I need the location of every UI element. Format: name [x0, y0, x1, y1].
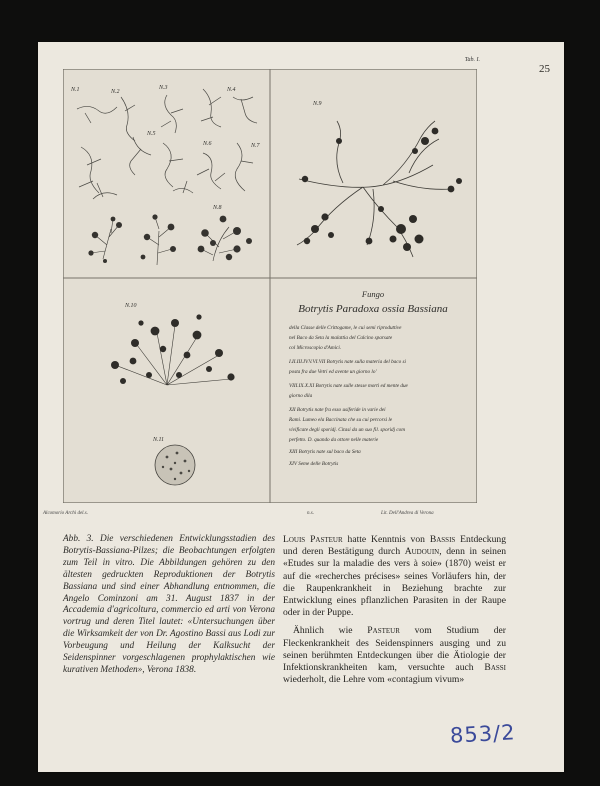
page-number: 25	[539, 63, 550, 75]
legend-line: I.II.III.IV.V.VI.VII Botrytis nate sulla materia del baco si	[289, 359, 406, 365]
plate-credit-middle: n.s.	[307, 511, 314, 516]
legend-line: giorno dila	[289, 393, 313, 399]
plate-credit-left: Alcomorio Archi del.s.	[43, 511, 88, 516]
name-pasteur: Pasteur	[367, 625, 400, 637]
plate-credit-right: Lit. Dell'Andrea di Verona	[381, 511, 434, 516]
legend-title: Botrytis Paradoxa ossia Bassiana	[298, 303, 448, 315]
figure-label: N.6	[203, 141, 212, 147]
legend-line: perfetto. D. quando da ottore nelle materie	[289, 437, 379, 443]
legend-line: della Classe delle Crittogame, le cui semi riproduttive	[289, 325, 402, 331]
legend-line: vivificate degli sporidj. Citasi da un suo fil. sporidj com	[289, 427, 405, 433]
plate-drawing	[63, 69, 477, 503]
figure-label: N.10	[125, 303, 137, 309]
figure-label: N.3	[159, 85, 168, 91]
figure-label: N.1	[71, 87, 80, 93]
figure-label: N.2	[111, 89, 120, 95]
legend-line: nel Baco da Seta la malattia del Calcino sparsate	[289, 335, 393, 341]
legend-line: VIII.IX.X.XI Botrytis nate sulle stesse morti ed mente due	[289, 383, 408, 389]
text-run: hatte Kenntnis von	[342, 534, 430, 545]
figure-label: N.4	[227, 87, 236, 93]
text-run: Entdeckung und deren Bestätigung durch	[283, 534, 506, 558]
figure-label: N.7	[251, 143, 260, 149]
paragraph-2	[283, 625, 506, 686]
legend-line: col Microscopio d'Amici.	[289, 345, 342, 351]
legend-line: posta fra due Vetri ed avente un giorno lo'	[289, 369, 377, 375]
plate-label: Tab. I.	[464, 57, 480, 63]
legend-line: Rami. Lumeo ela Baccinata che su cui percorsi le	[289, 417, 393, 423]
text-run: wiederholt, die Lehre vom «contagium vivum»	[283, 674, 465, 686]
figure-label: N.8	[213, 205, 222, 211]
figure-caption: Abb. 3. Die verschiedenen Entwicklungsstadien des Botrytis-Bassiana-Pilzes; die Beobachtungen erfolgten zum Teil in vitro. Die Abbildungen gehören zu den ältesten gedruckten Reproduktionen der Botrytis Bassiana und sind einer Abhandlung entnommen, die Angelo Cominzoni am 31. August 1837 in der Accademia d'agricoltura, commercio ed arti von Verona vortrug und deren Titel lautet: «Untersuchungen über die Wirksamkeit der von Dr. Agostino Bassi aus Lodi zur Vorbeugung und Heilung der Kalksucht der Seidenspinner vorgeschlagenen prophylaktischen wie kurativen Methoden», Verona 1838.	[63, 534, 275, 675]
legend-line: XIV Seme delle Botrytis	[289, 461, 339, 467]
name-bassi: Bassi	[484, 662, 506, 674]
legend-line: XIII Botrytis nate sul baco da Seta	[289, 449, 361, 455]
seed-drawing	[155, 445, 195, 485]
text-run: Ähnlich wie	[293, 625, 368, 637]
text-run: , denn in seinen «Etudes sur la maladie des vers à soie» (1870) weist er auf die «recherches précises» seines Vorläufers hin, der die Raupenkrankheit in Beziehung brachte zur Entwicklung eines pflanzlichen Parasiten in der Raupe oder in der Puppe.	[283, 546, 507, 619]
legend-heading: Fungo	[361, 289, 385, 299]
body-text	[283, 534, 506, 686]
name-bassi: Bassis	[429, 534, 456, 545]
text-run: vom Studium der Fleckenkrankheit des Seidenspinners ausging und zu seinen berühmten Entdeckungen über die Ätiologie der Infektionskrankheiten kam, versuchte auch	[283, 625, 506, 674]
handwritten-annotation: 853/2	[449, 720, 517, 748]
figure-label: N.11	[153, 437, 165, 443]
name-audouin: Audouin	[404, 546, 440, 558]
book-page	[38, 42, 564, 772]
paragraph-1	[283, 534, 506, 619]
figure-label: N.5	[147, 131, 156, 137]
name-pasteur: Louis Pasteur	[283, 534, 343, 545]
figure-label: N.9	[313, 101, 322, 107]
botanical-plate-illustration	[63, 69, 477, 503]
legend-line: XII Botrytis nate fra esso usiferide in varie dei	[289, 407, 386, 413]
